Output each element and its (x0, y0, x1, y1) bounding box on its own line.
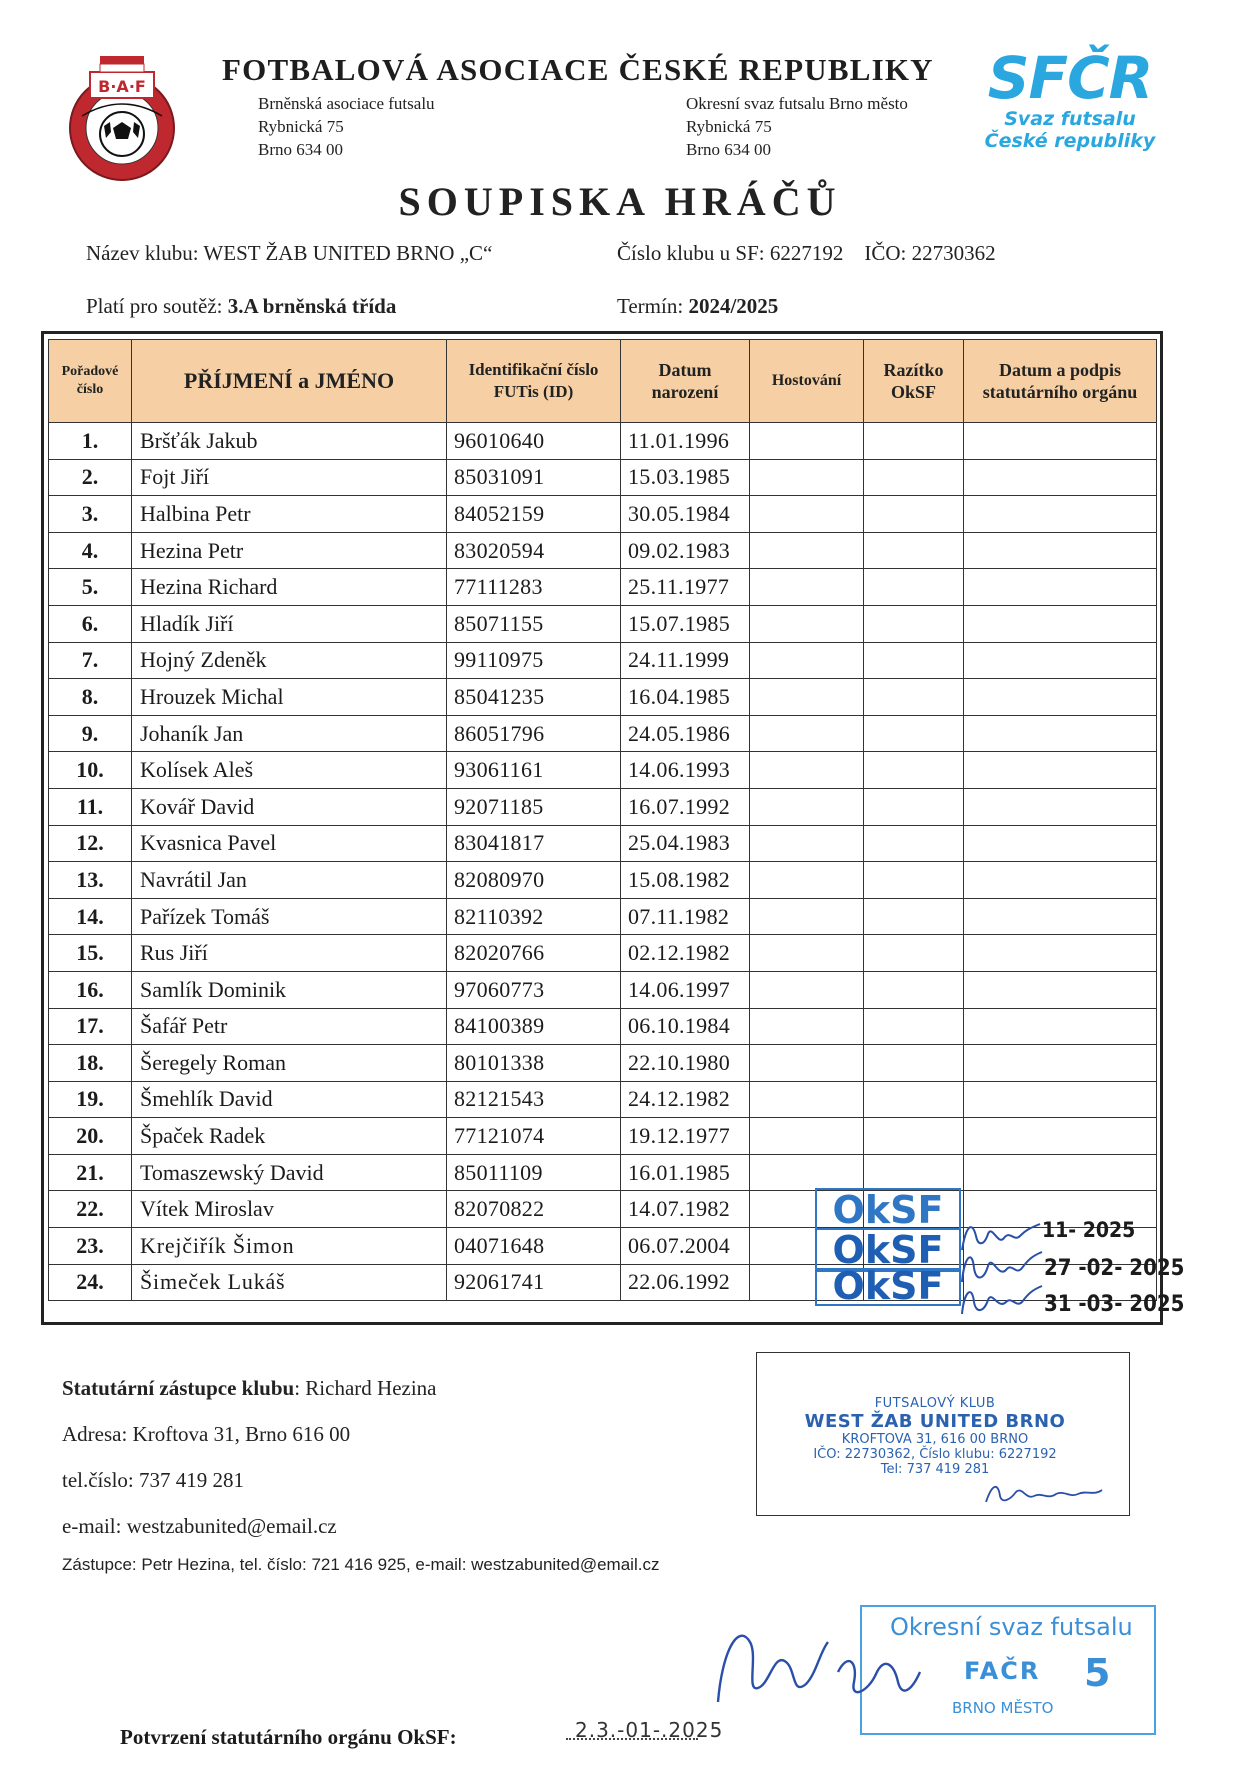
stamp-cell (864, 605, 964, 642)
player-birthdate: 19.12.1977 (621, 1118, 750, 1155)
stamp-cell (864, 862, 964, 899)
signature-cell (964, 642, 1157, 679)
header-dob-line2: narození (651, 382, 719, 402)
hosting-cell (750, 752, 864, 789)
stamp-date-23: 27 -02- 2025 (1044, 1256, 1185, 1281)
term-label: Termín: (617, 294, 684, 318)
row-number: 8. (49, 679, 132, 716)
row-number: 14. (49, 898, 132, 935)
player-name: Hojný Zdeněk (132, 642, 447, 679)
player-name: Špaček Radek (132, 1118, 447, 1155)
player-birthdate: 24.11.1999 (621, 642, 750, 679)
player-id: 86051796 (447, 715, 621, 752)
table-header-row (49, 340, 1157, 423)
signature-scribble (958, 1282, 1044, 1318)
representative-label: Statutární zástupce klubu (62, 1376, 295, 1400)
stamp-cell (864, 935, 964, 972)
player-id: 92061741 (447, 1264, 621, 1301)
phone-line: tel.číslo: 737 419 281 (62, 1468, 244, 1492)
player-id: 82020766 (447, 935, 621, 972)
right-address (686, 92, 908, 161)
stamp-cell (864, 1008, 964, 1045)
player-name: Vítek Miroslav (132, 1191, 447, 1228)
stamp-cell (864, 825, 964, 862)
hosting-cell (750, 1118, 864, 1155)
signature-cell (964, 459, 1157, 496)
header-dob (621, 340, 750, 423)
oksf-stamp: OkSF (815, 1228, 961, 1272)
okresni-stamp-number: 5 (1084, 1651, 1111, 1695)
sfcr-logo-line2: České republiky (984, 130, 1156, 152)
ico-value: 22730362 (911, 241, 996, 265)
player-name: Šeregely Roman (132, 1045, 447, 1082)
sfcr-logo (970, 44, 1170, 152)
hosting-cell (750, 1045, 864, 1082)
stamp-cell (864, 1118, 964, 1155)
table-row (49, 715, 1157, 752)
table-row (49, 1045, 1157, 1082)
signature-cell (964, 679, 1157, 716)
club-number-label: Číslo klubu u SF: (617, 241, 765, 265)
player-name: Hezina Richard (132, 569, 447, 606)
table-row (49, 898, 1157, 935)
hosting-cell (750, 1081, 864, 1118)
header-hosting: Hostování (750, 340, 864, 423)
club-stamp (800, 1396, 1070, 1477)
stamp-date-24: 31 -03- 2025 (1044, 1292, 1185, 1317)
header-name: PŘÍJMENÍ a JMÉNO (132, 340, 447, 423)
player-name: Navrátil Jan (132, 862, 447, 899)
row-number: 21. (49, 1154, 132, 1191)
roster-body (49, 423, 1157, 1301)
table-row (49, 752, 1157, 789)
row-number: 11. (49, 788, 132, 825)
table-row (49, 1118, 1157, 1155)
stamp-cell (864, 1045, 964, 1082)
signature-cell (964, 1045, 1157, 1082)
okresni-stamp-line3: BRNO MĚSTO (952, 1699, 1054, 1717)
header-order (49, 340, 132, 423)
player-birthdate: 14.07.1982 (621, 1191, 750, 1228)
player-birthdate: 22.06.1992 (621, 1264, 750, 1301)
table-row (49, 605, 1157, 642)
player-id: 04071648 (447, 1228, 621, 1265)
signature-cell (964, 1008, 1157, 1045)
row-number: 3. (49, 496, 132, 533)
player-birthdate: 16.01.1985 (621, 1154, 750, 1191)
header-id-line2: FUTis (ID) (493, 382, 574, 401)
player-birthdate: 25.04.1983 (621, 825, 750, 862)
term-line (617, 294, 778, 319)
player-birthdate: 14.06.1997 (621, 971, 750, 1008)
row-number: 6. (49, 605, 132, 642)
row-number: 4. (49, 532, 132, 569)
stamp-cell (864, 1081, 964, 1118)
hosting-cell (750, 1154, 864, 1191)
table-row (49, 1154, 1157, 1191)
club-stamp-line4: IČO: 22730362, Číslo klubu: 6227192 (813, 1447, 1057, 1462)
player-birthdate: 16.04.1985 (621, 679, 750, 716)
player-birthdate: 02.12.1982 (621, 935, 750, 972)
club-name-label: Název klubu: (86, 241, 199, 265)
player-id: 85041235 (447, 679, 621, 716)
address-line: Brno 634 00 (686, 140, 771, 159)
stamp-cell (864, 679, 964, 716)
player-birthdate: 14.06.1993 (621, 752, 750, 789)
signature-cell (964, 752, 1157, 789)
row-number: 2. (49, 459, 132, 496)
club-name-value: WEST ŽAB UNITED BRNO „C“ (203, 241, 493, 265)
row-number: 13. (49, 862, 132, 899)
hosting-cell (750, 788, 864, 825)
table-row (49, 825, 1157, 862)
signature-cell (964, 1081, 1157, 1118)
hosting-cell (750, 532, 864, 569)
sfcr-logo-mark: SFČR (987, 44, 1153, 112)
player-birthdate: 15.03.1985 (621, 459, 750, 496)
player-name: Johaník Jan (132, 715, 447, 752)
stamp-cell (864, 532, 964, 569)
row-number: 1. (49, 423, 132, 460)
oksf-stamp-partial-text: OkSF (815, 1188, 961, 1230)
okresni-stamp-line2: FAČR (964, 1657, 1041, 1685)
hosting-cell (750, 605, 864, 642)
signature-cell (964, 423, 1157, 460)
club-signature (982, 1478, 1106, 1508)
table-row (49, 532, 1157, 569)
table-row (49, 423, 1157, 460)
player-id: 85011109 (447, 1154, 621, 1191)
player-name: Kvasnica Pavel (132, 825, 447, 862)
player-birthdate: 24.05.1986 (621, 715, 750, 752)
player-name: Tomaszewský David (132, 1154, 447, 1191)
signature-cell (964, 935, 1157, 972)
address-line: Adresa: Kroftova 31, Brno 616 00 (62, 1422, 351, 1446)
header-order-line2: číslo (76, 382, 104, 397)
signature-cell (964, 825, 1157, 862)
table-row (49, 679, 1157, 716)
row-number: 24. (49, 1264, 132, 1301)
signature-cell (964, 1154, 1157, 1191)
row-number: 15. (49, 935, 132, 972)
hosting-cell (750, 715, 864, 752)
player-birthdate: 22.10.1980 (621, 1045, 750, 1082)
hosting-cell (750, 862, 864, 899)
signature-cell (964, 1118, 1157, 1155)
document-title: SOUPISKA HRÁČŮ (398, 179, 842, 224)
hosting-cell (750, 569, 864, 606)
signature-cell (964, 971, 1157, 1008)
address-line: Brněnská asociace futsalu (258, 94, 435, 113)
confirmation-label: Potvrzení statutárního orgánu OkSF: (120, 1725, 457, 1749)
player-id: 84052159 (447, 496, 621, 533)
okSF-signature (708, 1612, 928, 1722)
left-address (258, 92, 435, 161)
competition-label: Platí pro soutěž: (86, 294, 223, 318)
sfcr-logo-line1: Svaz futsalu (1004, 108, 1136, 130)
player-id: 93061161 (447, 752, 621, 789)
stamp-cell (864, 971, 964, 1008)
representative-line (62, 1376, 437, 1401)
player-birthdate: 07.11.1982 (621, 898, 750, 935)
player-birthdate: 15.07.1985 (621, 605, 750, 642)
organization-title: FOTBALOVÁ ASOCIACE ČESKÉ REPUBLIKY (222, 52, 934, 87)
player-birthdate: 30.05.1984 (621, 496, 750, 533)
club-stamp-line5: Tel: 737 419 281 (880, 1462, 990, 1477)
signature-cell (964, 715, 1157, 752)
stamp-cell (864, 569, 964, 606)
hosting-cell (750, 971, 864, 1008)
row-number: 16. (49, 971, 132, 1008)
stamp-cell (864, 715, 964, 752)
stamp-cell (864, 459, 964, 496)
header-id-line1: Identifikační číslo (468, 360, 599, 379)
player-name: Samlík Dominik (132, 971, 447, 1008)
baf-logo (56, 42, 188, 184)
row-number: 12. (49, 825, 132, 862)
player-name: Kovář David (132, 788, 447, 825)
signature-cell (964, 898, 1157, 935)
row-number: 9. (49, 715, 132, 752)
address-line: Brno 634 00 (258, 140, 343, 159)
club-stamp-line2: WEST ŽAB UNITED BRNO (804, 1411, 1066, 1432)
player-birthdate: 24.12.1982 (621, 1081, 750, 1118)
player-birthdate: 06.10.1984 (621, 1008, 750, 1045)
player-id: 83020594 (447, 532, 621, 569)
signature-cell (964, 788, 1157, 825)
table-row (49, 935, 1157, 972)
player-id: 92071185 (447, 788, 621, 825)
row-number: 17. (49, 1008, 132, 1045)
player-name: Halbina Petr (132, 496, 447, 533)
row-number: 10. (49, 752, 132, 789)
player-id: 82070822 (447, 1191, 621, 1228)
table-row (49, 788, 1157, 825)
player-name: Krejčiřík Šimon (132, 1228, 447, 1265)
player-id: 97060773 (447, 971, 621, 1008)
player-id: 77121074 (447, 1118, 621, 1155)
player-id: 99110975 (447, 642, 621, 679)
stamp-cell (864, 898, 964, 935)
player-birthdate: 15.08.1982 (621, 862, 750, 899)
header-signature-line2: statutárního orgánu (982, 382, 1138, 402)
player-id: 82121543 (447, 1081, 621, 1118)
address-line: Okresní svaz futsalu Brno město (686, 94, 908, 113)
ico-label: IČO: (864, 241, 907, 265)
player-birthdate: 25.11.1977 (621, 569, 750, 606)
table-row (49, 862, 1157, 899)
oksf-stamp-partial (815, 1188, 961, 1232)
player-birthdate: 06.07.2004 (621, 1228, 750, 1265)
club-stamp-line3: KROFTOVA 31, 616 00 BRNO (841, 1432, 1029, 1447)
hosting-cell (750, 679, 864, 716)
table-row (49, 642, 1157, 679)
player-name: Šmehlík David (132, 1081, 447, 1118)
row-number: 7. (49, 642, 132, 679)
player-id: 77111283 (447, 569, 621, 606)
table-row (49, 1008, 1157, 1045)
stamp-cell (864, 423, 964, 460)
header-signature (964, 340, 1157, 423)
row-number: 20. (49, 1118, 132, 1155)
header-stamp-line2: OkSF (890, 382, 937, 402)
signature-cell (964, 532, 1157, 569)
term-value: 2024/2025 (688, 294, 779, 318)
representative-value: : Richard Hezina (294, 1376, 437, 1400)
player-name: Šafář Petr (132, 1008, 447, 1045)
header-dob-line1: Datum (658, 360, 712, 380)
player-id: 84100389 (447, 1008, 621, 1045)
row-number: 19. (49, 1081, 132, 1118)
player-name: Šimeček Lukáš (132, 1264, 447, 1301)
table-row (49, 496, 1157, 533)
stamp-cell (864, 1154, 964, 1191)
stamp-cell (864, 496, 964, 533)
player-id: 85071155 (447, 605, 621, 642)
header-stamp (864, 340, 964, 423)
hosting-cell (750, 642, 864, 679)
club-stamp-line1: FUTSALOVÝ KLUB (874, 1396, 996, 1411)
hosting-cell (750, 423, 864, 460)
hosting-cell (750, 825, 864, 862)
player-birthdate: 09.02.1983 (621, 532, 750, 569)
header-stamp-line1: Razítko (883, 360, 944, 380)
club-name-line (86, 241, 492, 266)
header-id (447, 340, 621, 423)
player-name: Pařízek Tomáš (132, 898, 447, 935)
address-line: Rybnická 75 (686, 117, 772, 136)
stamp-cell (864, 788, 964, 825)
player-id: 80101338 (447, 1045, 621, 1082)
player-name: Kolísek Aleš (132, 752, 447, 789)
player-id: 82080970 (447, 862, 621, 899)
signature-cell (964, 496, 1157, 533)
address-line: Rybnická 75 (258, 117, 344, 136)
club-number-line (617, 241, 996, 266)
player-id: 83041817 (447, 825, 621, 862)
player-name: Fojt Jiří (132, 459, 447, 496)
player-name: Hladík Jiří (132, 605, 447, 642)
player-name: Bršťák Jakub (132, 423, 447, 460)
hosting-cell (750, 898, 864, 935)
stamp-cell (864, 642, 964, 679)
signature-cell (964, 569, 1157, 606)
row-number: 18. (49, 1045, 132, 1082)
player-name: Hrouzek Michal (132, 679, 447, 716)
header-order-line1: Pořadové (61, 364, 119, 379)
competition-line (86, 294, 396, 319)
table-row (49, 971, 1157, 1008)
oksf-stamp: OkSF (815, 1268, 961, 1306)
hosting-cell (750, 1008, 864, 1045)
header-signature-line1: Datum a podpis (998, 360, 1122, 380)
player-name: Rus Jiří (132, 935, 447, 972)
signature-cell (964, 862, 1157, 899)
competition-value: 3.A brněnská třída (227, 294, 397, 318)
email-line: e-mail: westzabunited@email.cz (62, 1514, 337, 1538)
table-row (49, 1081, 1157, 1118)
hosting-cell (750, 459, 864, 496)
table-row (49, 459, 1157, 496)
okresni-stamp-line1: Okresní svaz futsalu (890, 1613, 1133, 1641)
row-number: 22. (49, 1191, 132, 1228)
club-number-value: 6227192 (769, 241, 844, 265)
hosting-cell (750, 935, 864, 972)
player-id: 85031091 (447, 459, 621, 496)
deputy-line: Zástupce: Petr Hezina, tel. číslo: 721 416 925, e-mail: westzabunited@email.cz (62, 1555, 660, 1574)
player-id: 96010640 (447, 423, 621, 460)
player-id: 82110392 (447, 898, 621, 935)
table-row (49, 569, 1157, 606)
player-name: Hezina Petr (132, 532, 447, 569)
stamp-cell (864, 752, 964, 789)
confirmation-date: 2.3.-01-.2025 (575, 1718, 724, 1742)
signature-cell (964, 605, 1157, 642)
stamp-date-22: 11- 2025 (1042, 1218, 1136, 1242)
player-birthdate: 16.07.1992 (621, 788, 750, 825)
row-number: 5. (49, 569, 132, 606)
roster-table (48, 339, 1157, 1301)
hosting-cell (750, 496, 864, 533)
row-number: 23. (49, 1228, 132, 1265)
svg-text:B·A·F: B·A·F (98, 77, 146, 96)
player-birthdate: 11.01.1996 (621, 423, 750, 460)
